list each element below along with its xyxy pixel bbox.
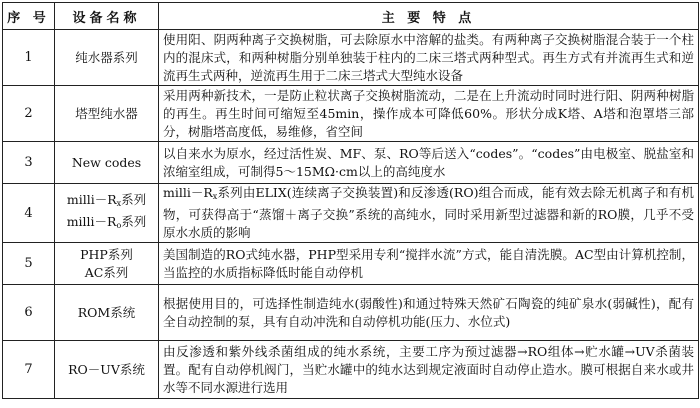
row-desc: 使用阳、阴两种离子交换树脂，可去除原水中溶解的盐类。有两种离子交换树脂混合装于一个柱内的混床式，和两种树脂分别单独装于柱内的二床三塔式两种型式。再生方式有并流再生式和逆流再生式两种，逆流再生用于二床三塔式大型纯水设备 [159, 30, 699, 86]
row-index: 2 [3, 86, 55, 142]
row-index: 3 [3, 142, 55, 184]
row-name: ROM系统 [55, 285, 159, 341]
table-row [3, 243, 699, 285]
name-line-1: $milli-R_x$系列 [66, 192, 147, 208]
row-desc: $milli-R_x$系列由ELIX(连续离子交换装置)和反渗透(RO)组合而成，能有效去除无机离子和有机物，可获得高于“蒸馏＋离子交换”系统的高纯水，同时采用新型过滤器和新的RO膜，几乎不受原水水质的影响 [159, 184, 699, 243]
row-index: 1 [3, 30, 55, 86]
row-name [55, 184, 159, 243]
header-features: 主 要 特 点 [159, 3, 699, 30]
row-desc: 采用两种新技术，一是防止粒状离子交换树脂流动，二是在上升流动时同时进行阳、阴两种树脂的再生。再生时间可缩短至45min，操作成本可降低60%。形状分成K塔、A塔和泡罩塔三部分，树脂塔高度低，易维修，省空间 [159, 86, 699, 142]
row-desc: 根据使用目的，可选择性制造纯水(弱酸性)和通过特殊天然矿石陶瓷的纯矿泉水(弱碱性)，配有全自动控制的泵，具有自动冲洗和自动停机功能(压力、水位式) [159, 285, 699, 341]
header-name: 设备名称 [55, 3, 159, 30]
row-name: 塔型纯水器 [55, 86, 159, 142]
row-index: 4 [3, 184, 55, 243]
header-index: 序 号 [3, 3, 55, 30]
table-row [3, 30, 699, 86]
name-line-2: AC系列 [84, 264, 129, 280]
row-index: 5 [3, 243, 55, 285]
name-line-2: $milli-R_o$系列 [66, 214, 147, 230]
table-row [3, 341, 699, 399]
row-name: New codes [55, 142, 159, 184]
equipment-table [2, 2, 699, 399]
table-row [3, 184, 699, 243]
table-row [3, 86, 699, 142]
table-row [3, 142, 699, 184]
row-name: 纯水器系列 [55, 30, 159, 86]
name-line-1: PHP系列 [80, 246, 133, 262]
row-index: 6 [3, 285, 55, 341]
row-desc: 由反渗透和紫外线杀菌组成的纯水系统，主要工序为预过滤器→RO组体→贮水罐→UV杀菌装置。配有自动停机阀门，当贮水罐中的纯水达到规定液面时自动停止造水。膜可根据自来水或井水等不同水源进行选用 [159, 341, 699, 399]
header-row [3, 3, 699, 30]
row-index: 7 [3, 341, 55, 399]
table-row [3, 285, 699, 341]
row-name: RO－UV系统 [55, 341, 159, 399]
row-desc: 以自来水为原水，经过活性炭、MF、泵、RO等后送入“codes”。“codes”由电极室、脱盐室和浓缩室组成，可制得5～15MΩ·cm以上的高纯度水 [159, 142, 699, 184]
row-name [55, 243, 159, 285]
row-desc: 美国制造的RO式纯水器，PHP型采用专利“搅拌水流”方式，能自清洗膜。AC型由计算机控制，当监控的水质指标降低时能自动停机 [159, 243, 699, 285]
